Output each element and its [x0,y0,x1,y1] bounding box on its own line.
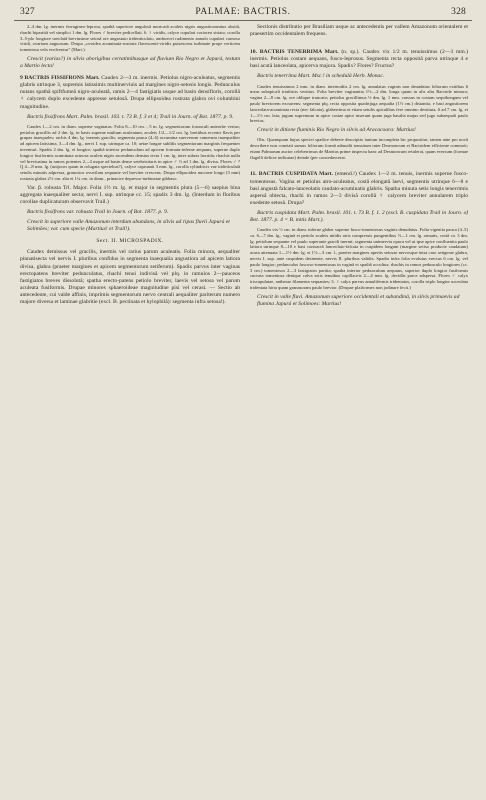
species-name-9: 9 BACTRIS FISSIFRONS Mart. [20,75,100,82]
page-number-right: 328 [451,7,466,17]
distribution-note: Sectionis distributio per Brasiliam usque ac antecedentis per vallem Amazonum orientalem et praesertim occidentalem frequens. [250,24,468,38]
observation-note: Obs. Quamquam hujus speciei spadice deberte descriptio tantum incompleta hic proposiitur, tamen ante pro novâ describere non conetati sumus foliorum formâ admodii transitum inter Desmoncum et Bactridem efficiente commoti; etiam Palmarum auctor celeberrimus de Martius prime inspectu hanc ad Desmoncum retulerat, quam eversum (formae flagelli deficte indicatae) deinde (per concedavrerat. [250,137,468,160]
detailed-description-10: Caudex tenuissimus 2 mm. in diam. internodiis 2 cm. lg. annulatus vaginis non denudatus foliorum exitibus 6 meas subapicali triathicis vestitus. Folia breviter vaginantia 1½—2 dm. longa quam in alis aliu Bactride minora; vagina 2—8 cm. lg. ore oblique truncato; petiolus gracillimus ½ dm. lg. 1 mm. crassus in costam sequibongum vel paulo breviorem excurrens; segmenta plq. recta opposita quadrijuga aequalia (1½ cm.) distantia, e basi angustiorem lanceolata-acuminata recta (nec falcata), glaberrima et etiam setulis apicalibus fere omnino destituta, 6 ad 7 cm. lg. et 1—1½ cm. lata; jugum supremum in apice costae apice inserunt quam juga basalia majus sed jugo subaequali paulo brevius. [250,83,468,124]
citation-11: Bactris cuspidata Mart. Palm. brasil. 101. t. 73 B. f. 1. 2 (excl. B. cuspidata Trail in Journ. of Bot. 1877. p. 4 = B. mitis Mart.). [250,209,468,223]
habitat-note-11: Crescit in valle fluvi. Amazonum superiore occidentali et subandinâ, in silvis primaevis ad flumina Japurá et Solimoes: Martius! [257,293,460,307]
species-diagnosis-9: Caudex 2—3 m. inermis. Petiolus nigro-aculeatus, segmentis glabris utrinque 3, supremis latissimis multinerviuis ad margines nigro-setosis longis. Pedunculus nutans spathâ spiftfumeâ nigro-aculeatâ, ramis 2—4 fastigiatis usque ad basin densifloris, corollâ ♀ calycem duplo excedente appresse setulosâ. Drupa ellipsoidea rostrata glabra ovi columbini magnitudine. [20,75,240,110]
species-name-11: 11. BACTRIS CUSPIDATA Mart. [250,171,333,178]
species-author-10: (n. sp.). [341,49,360,56]
species-heading-9 [20,75,240,110]
citation-10: Bactris tenerrima Mart. Msc.! in schedulâ Herb. Monac. [257,73,385,80]
page-number-left: 327 [20,7,35,17]
running-title: PALMAE: BACTRIS. [195,7,291,17]
habitat-note-2: Crescit in superiore valle Amazonum interdum abundans, in silvis ad ripas fluvii Japurá et Solimões; var. cum specie (Martius! et Trail!). [27,219,230,233]
species-diagnosis-10: Caudex vix 1/2 m. tenuissimus (2—3 mm.) inermis. Petiolus costam aequans, fusco-leprosus. Segmenta recta oppositâ parva utrinque 4 e basi acutâ lanceolata, apicerva majora. Spadix? Flores? Fructus? [250,49,468,70]
citation: Bactris fissifrons Mart. Palm. brasil. 103. t. 73 B. f. 3 et 4; Trail in Journ. of Bot. 1877. p. 9. [27,113,234,120]
detailed-description-11: Caudex vix ½ cm. in diam. inferne glaber superne fusco-tomentosus vaginis denudatus. Folia vigentia pauca (4–5) ca. 6—7 dm. lg., vaginâ et petiolo aculeis nitidis atris compressis pungentibus ½—1 cm. lg. armatis, costâ ca. 3 dm. lg. petiolum sequante vel paulo superante gracili inermi; segmenta unimervia opaca vel ut ipse apice confluentia paulo latiora utrinque 8—10 e basi contractâ lanceolato-falcata in cuspidem longam (margine setiso producte caudatum) acuta attenuata 1—1½ dm. lg. et 1½—3 cm. l., praeter margines apertis setosae nervosque intra caro setigerae glabra, nervis I. sup. ante cuspidem desinente, nervis II. pluribus validis. Spadix infra folia evolutus erectus 6 cm. lg. vel paulo longior; pedunculus fuscoso-tomentosus in vaginâ et spathâ occultus; rhachis in ramos pedunculo longiores (cc. 3 cm.) tomentosos 2—3 fastigiatos partita; spatha interior pedunculum aequans, superior duplo longior fusiformis curvata tomentosa denique calva setis tenuibus capillaceis 2—4 mm. lg. decidûs parce adspersa. Flores ♂ calyx triscapulatae, antherae filamenta sequantes; 3. ♀ calyx parvus annulifermis tridentatus, corolla triplo longior urceolata tridentata hirta quam granasoram paulo brevior. (Drupae plaiformes non jodinare fecit.) [250,227,468,291]
section-heading: Sect. II. MICROSPADIX. [96,238,164,245]
header-rule [14,20,472,21]
variety-description: Var. β. robusta Trl. Major. Folia 1½ m. lg. et major in segmentis plura (5—6) saepius bina aggregata inaequaliter secta; nervi I. sup. utrinque cc. 15; spadix 3 dm. lg. (Interdum in floribus corollae duplicaturam observavit Trail.) [20,184,240,205]
habitat-note: Crescit (varias?) in silvis aborigibus certatimibusque ad fluvium Rio Negro et Japurá, testum a Martio lecta! [20,55,240,70]
species-description-continued: 2–4 dm. lg. inermis ferrugineo-leprosa, spathâ superiore angulosâ muricatâ aculeis nigris angusticuneatus obsitâ, rhachi bipartitâ vel simplici 1 dm. lg. Flores ♂ breviter pedicellati. 6. ♀ viridis, calyce cupulari coriaceo striato, corolla 3–5-plo longiore ureolatâ breviusime setosâ ore angustato tridenticulato, androecei rudimento annulo cupulari carnoso viridi, ovarium anguosum. Drupa „ovoidea acuminata-rostrata flavescenti-viridis puisescens turbinate prope verticem tomentosa vela evolventur" (Mart.). [20,24,240,53]
page-header [14,7,472,19]
habitat-note-10: Crescit in ditione fluminis Rio Negro in silvis ad Aracacoara: Martius! [257,127,416,134]
left-column [20,24,240,774]
species-name-10: 10. BACTRIS TENERRIMA Mart. [250,49,339,56]
section-description: Caudex demissus vel gracilis, inermis vel rarius parum aculeatis. Folia minora, aequaliter pinnatisecta vel nervis I. pluribus confidus in segmenta inaequalia angustiora ad apicem latiora divisa, glabra (praeter margines et apicem segmentorum setiferum). Spadix parvus inter vaginas erectopatens breviter pedunculatus, rhachi tenui indivisâ vel plq. in ramulos 2—pauceos fastigiatos breves dissolutâ; spatha erecto-patens petiolo breviter, laevis vel setosa vel parum aculeata fusiformis. Drupae minores sphaeroideae magnitudine pisi vel cerasi. — Sectio ab antecedente, cui valde affinis, imprimis segmentorum nervo centrali aequaliter pariterum numero majore diversa et laminae glabritie (excl. B. pectinata et hylophilâ): segmenta infra setosa!). [20,249,240,306]
variety-citation: Bactris fissifrons var. robusta Trail in Journ. of Bot. 1877. p. 9. [27,208,169,215]
species-heading-10 [250,49,468,70]
species-diagnosis-11: Caudex 1—2 m. tenuis, inermis superne fusco-tomentosus. Vagina et petiolus atro-aculeatus, costâ elongatâ laevi, segmentis utrinque 6—8 e basi angustâ falcato-lanceolatis caudato-acuminatis glabris. Spatha minuta setis longis tenerrimis aspersâ obtecta, rhachi in ramos 2—3 divisâ corollâ ♀ calycem breviter annularem triplo exedente setosâ. Drupa? [250,171,468,206]
species-author-11: (emend.!) [334,171,357,178]
species-heading-11 [250,171,468,206]
right-column [250,24,468,774]
detailed-description: Caudex 1—2 cm. in diam. superne vaginatus. Folia 8—10 cm. ; 5 m. lg. segmentorum forunculi anteorbe vertus; petiolus gracillis ad 2 dm. lg. in basis superne multum aculeatum, aculeis 1/2—1/2 cm. lg. breitibus eccentr flavis per grupas inaequales; rachis 4 dm. lg. inermis gracilis; segmenta pauca (4–6) accumina suerverum cumerum inaequaliter ad apicem latissima, 3—4 dm. lg., nervi I. sup. utrinque ca. 10; aetae longae sublilis segmentorum marginis frequenter inventuri. Spadix 2 dm. lg. et longior; spathâ interior pedunculum ad apicem formatu-inferne aequans, superne duplo longior fusiformis acuminata acinosa aculeis nigris ascendens densius tecta 1 cm. lg. inter subras horrida; rhachis nulla vel breviusima in ramos potentes 2—4 usque ad basin dense setebrisitaris in apice ♂ ½ ad 1 dm. lg. divisa. Flores ♂ ? Q 4—8 mm. lg. (unijoros quam in rolugata speciebus?), calyce caprunati 3 mm. lg., corolla cylindricis vae trideticulatâ setulis minutis adpressa, granosior ovuvilam sequante vel breviter crescens. Drupa ellipsoidea nucrone longo (3 mm) rostrata glabra 2½ cm. alta et 1¼ cm. in diam., prinaoice depresso-turbinatae gibbaso. [20,123,240,181]
